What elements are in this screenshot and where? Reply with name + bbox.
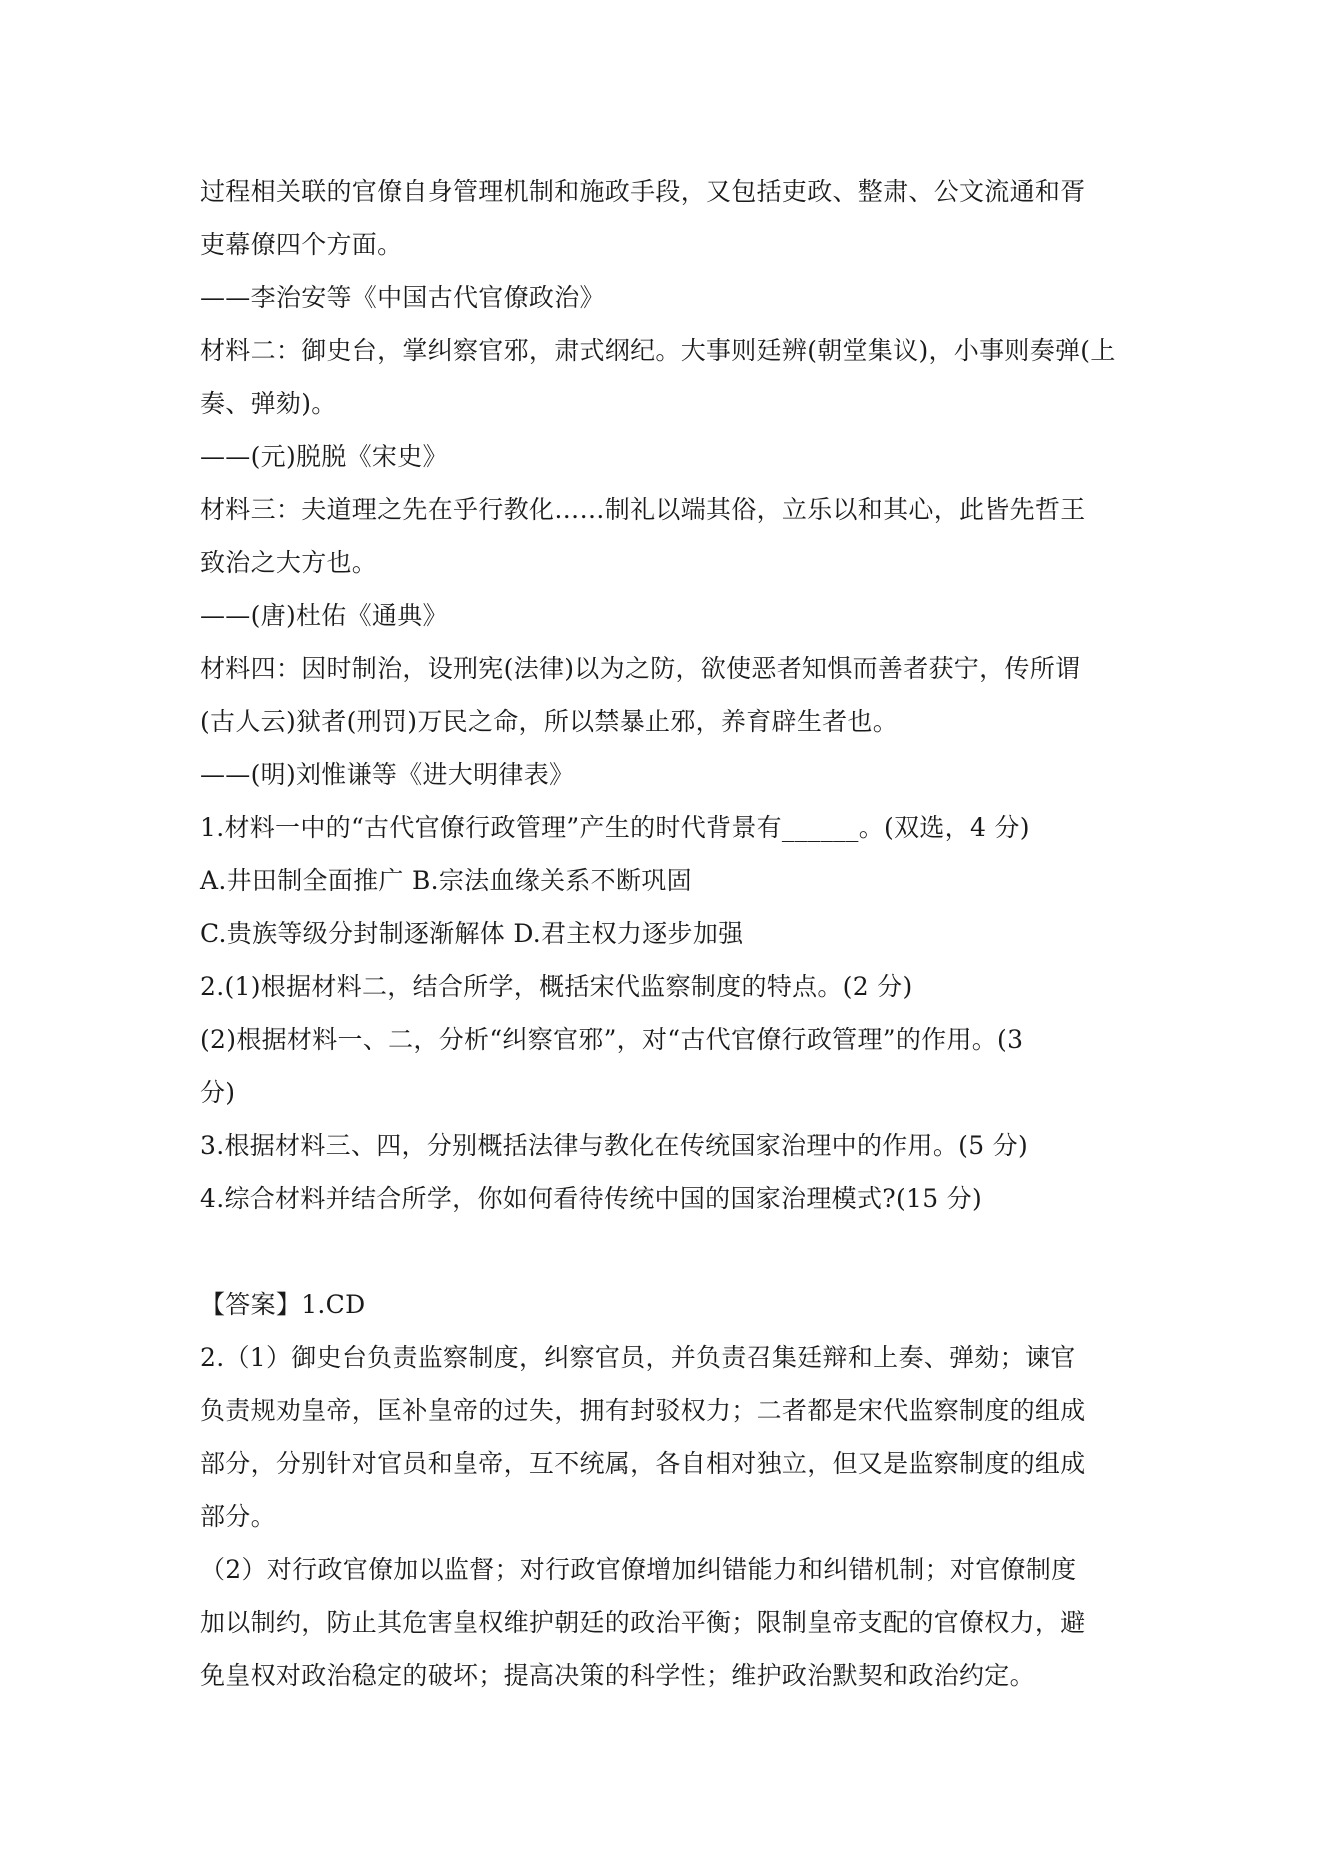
answer-line: 负责规劝皇帝，匡补皇帝的过失，拥有封驳权力；二者都是宋代监察制度的组成 (200, 1396, 1086, 1425)
material-4: 材料四：因时制治，设刑宪(法律)以为之防，欲使恶者知惧而善者获宁，传所谓 (200, 654, 1081, 683)
question-1-options-ab: A.井田制全面推广 B.宗法血缘关系不断巩固 (200, 866, 692, 895)
text-line: 致治之大方也。 (200, 548, 378, 577)
question-1-options-cd: C.贵族等级分封制逐渐解体 D.君主权力逐步加强 (200, 919, 744, 948)
answer-line: 部分，分别针对官员和皇帝，互不统属，各自相对独立，但又是监察制度的组成 (200, 1449, 1086, 1478)
document-body (200, 165, 1135, 1702)
question-4: 4.综合材料并结合所学，你如何看待传统中国的国家治理模式?(15 分) (200, 1184, 983, 1213)
source-citation: ——(唐)杜佑《通典》 (200, 601, 448, 630)
answer-line: （2）对行政官僚加以监督；对行政官僚增加纠错能力和纠错机制；对官僚制度 (200, 1555, 1077, 1584)
source-citation: ——(明)刘惟谦等《进大明律表》 (200, 760, 575, 789)
answer-line: 2.（1）御史台负责监察制度，纠察官员，并负责召集廷辩和上奏、弹劾；谏官 (200, 1343, 1076, 1372)
source-citation: ——(元)脱脱《宋史》 (200, 442, 448, 471)
text-line: 分) (200, 1078, 236, 1107)
text-line: 过程相关联的官僚自身管理机制和施政手段，又包括吏政、整肃、公文流通和胥 (200, 177, 1086, 206)
material-3: 材料三：夫道理之先在乎行教化……制礼以端其俗，立乐以和其心，此皆先哲王 (200, 495, 1086, 524)
material-2: 材料二：御史台，掌纠察官邪，肃式纲纪。大事则廷辨(朝堂集议)，小事则奏弹(上 (200, 336, 1116, 365)
answer-line: 加以制约，防止其危害皇权维护朝廷的政治平衡；限制皇帝支配的官僚权力，避 (200, 1608, 1086, 1637)
answer-line: 部分。 (200, 1502, 276, 1531)
answer-heading: 【答案】1.CD (200, 1290, 366, 1319)
text-line: 奏、弹劾)。 (200, 389, 337, 418)
question-3: 3.根据材料三、四，分别概括法律与教化在传统国家治理中的作用。(5 分) (200, 1131, 1029, 1160)
text-line: (古人云)狱者(刑罚)万民之命，所以禁暴止邪，养育辟生者也。 (200, 707, 899, 736)
text-line: 吏幕僚四个方面。 (200, 230, 403, 259)
question-2-1: 2.(1)根据材料二，结合所学，概括宋代监察制度的特点。(2 分) (200, 972, 913, 1001)
answer-line: 免皇权对政治稳定的破坏；提高决策的科学性；维护政治默契和政治约定。 (200, 1661, 1035, 1690)
question-1: 1.材料一中的“古代官僚行政管理”产生的时代背景有______。(双选，4 分) (200, 813, 1030, 842)
paragraph-gap (200, 1225, 1135, 1278)
source-citation: ——李治安等《中国古代官僚政治》 (200, 283, 605, 312)
question-2-2: (2)根据材料一、二，分析“纠察官邪”，对“古代官僚行政管理”的作用。(3 (200, 1025, 1024, 1054)
